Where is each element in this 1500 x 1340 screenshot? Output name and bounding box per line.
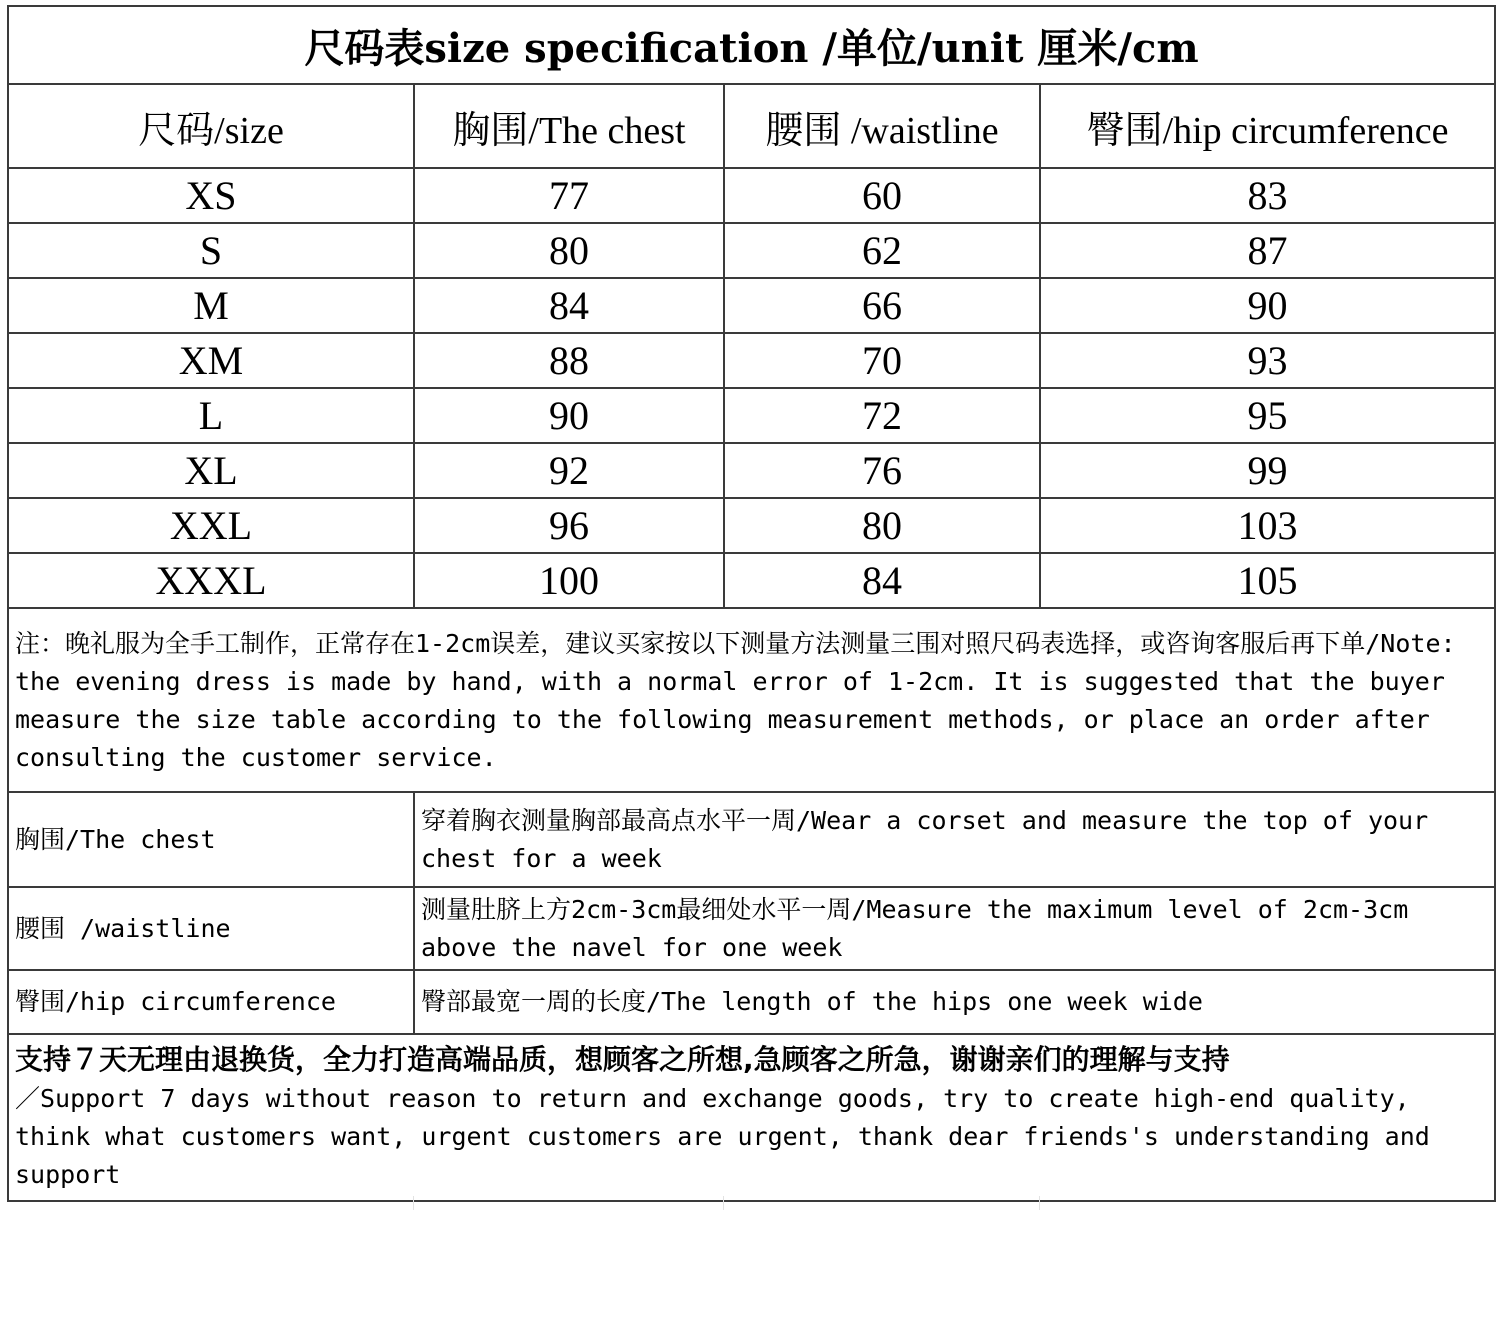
chest-cell: 88	[414, 333, 724, 388]
chest-cell: 100	[414, 553, 724, 608]
size-row-m	[8, 278, 1495, 333]
hip-cell: 87	[1040, 223, 1495, 278]
size-row-xxxl	[8, 553, 1495, 608]
hip-cell: 90	[1040, 278, 1495, 333]
size-row-xl	[8, 443, 1495, 498]
size-chart-table	[7, 5, 1496, 1202]
title-row	[8, 6, 1495, 84]
chart-title: 尺码表size specification /单位/unit 厘米/cm	[8, 6, 1495, 84]
waist-cell: 66	[724, 278, 1040, 333]
waist-cell: 80	[724, 498, 1040, 553]
size-row-xm	[8, 333, 1495, 388]
size-row-xs	[8, 168, 1495, 223]
note-row	[8, 608, 1495, 792]
size-cell: XS	[8, 168, 414, 223]
size-row-xxl	[8, 498, 1495, 553]
grid-line	[723, 1196, 724, 1210]
method-row-hip	[8, 970, 1495, 1034]
size-cell: XL	[8, 443, 414, 498]
grid-line	[1039, 1196, 1040, 1210]
chest-cell: 96	[414, 498, 724, 553]
method-desc-waistline: 测量肚脐上方2cm-3cm最细处水平一周/Measure the maximum level of 2cm-3cm above the navel for one week	[414, 887, 1495, 970]
support-note	[8, 1034, 1495, 1201]
header-hip: 臀围/hip circumference	[1040, 84, 1495, 168]
size-row-s	[8, 223, 1495, 278]
hip-cell: 93	[1040, 333, 1495, 388]
header-size: 尺码/size	[8, 84, 414, 168]
method-desc-hip: 臀部最宽一周的长度/The length of the hips one week wide	[414, 970, 1495, 1034]
support-row	[8, 1034, 1495, 1201]
method-label-chest: 胸围/The chest	[8, 792, 414, 887]
waist-cell: 70	[724, 333, 1040, 388]
header-chest: 胸围/The chest	[414, 84, 724, 168]
chest-cell: 92	[414, 443, 724, 498]
hip-cell: 105	[1040, 553, 1495, 608]
waist-cell: 62	[724, 223, 1040, 278]
grid-line	[413, 1196, 414, 1210]
hip-cell: 95	[1040, 388, 1495, 443]
method-label-hip: 臀围/hip circumference	[8, 970, 414, 1034]
method-label-waistline: 腰围 /waistline	[8, 887, 414, 970]
header-waistline: 腰围 /waistline	[724, 84, 1040, 168]
waist-cell: 76	[724, 443, 1040, 498]
size-cell: L	[8, 388, 414, 443]
size-row-l	[8, 388, 1495, 443]
waist-cell: 72	[724, 388, 1040, 443]
chest-cell: 84	[414, 278, 724, 333]
support-note-english: ／Support 7 days without reason to return and exchange goods, try to create high-end quality, think what customers want, urgent customers are urgent, thank dear friends's understanding and support	[15, 1084, 1430, 1189]
size-cell: M	[8, 278, 414, 333]
size-cell: XXXL	[8, 553, 414, 608]
hip-cell: 83	[1040, 168, 1495, 223]
chest-cell: 77	[414, 168, 724, 223]
chest-cell: 90	[414, 388, 724, 443]
method-row-waistline	[8, 887, 1495, 970]
size-cell: XM	[8, 333, 414, 388]
hip-cell: 99	[1040, 443, 1495, 498]
header-row	[8, 84, 1495, 168]
chest-cell: 80	[414, 223, 724, 278]
size-cell: XXL	[8, 498, 414, 553]
size-cell: S	[8, 223, 414, 278]
handmade-note: 注：晚礼服为全手工制作，正常存在1-2cm误差，建议买家按以下测量方法测量三围对照尺码表选择，或咨询客服后再下单/Note: the evening dress is made by hand, with a normal error of 1-2cm. It is suggested that the buyer measure the size table according to the following measurement methods, or place an order after consulting the customer service.	[8, 608, 1495, 792]
method-desc-chest: 穿着胸衣测量胸部最高点水平一周/Wear a corset and measure the top of your chest for a week	[414, 792, 1495, 887]
support-note-chinese: 支持７天无理由退换货，全力打造高端品质，想顾客之所想,急顾客之所急，谢谢亲们的理解与支持	[15, 1043, 1230, 1076]
waist-cell: 60	[724, 168, 1040, 223]
method-row-chest	[8, 792, 1495, 887]
hip-cell: 103	[1040, 498, 1495, 553]
waist-cell: 84	[724, 553, 1040, 608]
